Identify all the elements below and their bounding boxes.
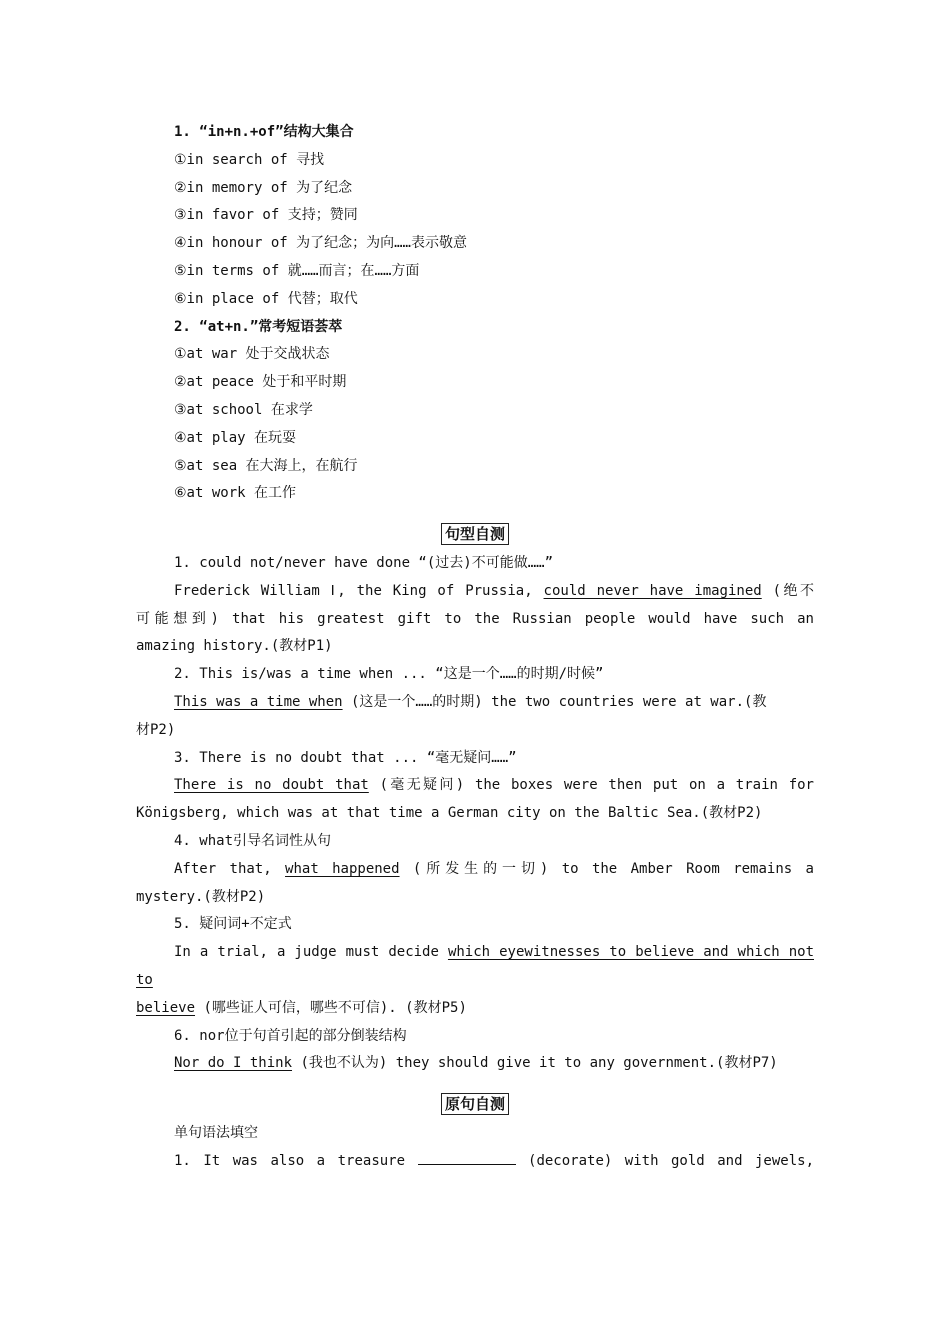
phrase-item: ①at war 处于交战状态 — [174, 346, 330, 363]
example-sentence-cont: 材P2) — [136, 721, 176, 738]
underlined-answer: what happened — [285, 860, 400, 877]
example-sentence — [136, 689, 814, 717]
example-sentence-cont: Königsberg, which was at that time a German city on the Baltic Sea.(教材P2) — [136, 805, 763, 822]
sentence-text: (我也不认为) they should give it to any government.(教材P7) — [292, 1055, 778, 1072]
pattern-title: 2. This is/was a time when ... “这是一个……的时期/时候” — [174, 666, 604, 683]
sentence-text: (这是一个……的时期) the two countries were at war.(教 — [342, 693, 767, 710]
document-page — [136, 119, 814, 1175]
sentence-text: In a trial, a judge must decide — [174, 944, 448, 961]
underlined-answer: Nor do I think — [174, 1055, 293, 1072]
example-sentence-cont — [136, 967, 814, 995]
sentence-text: Frederick William Ⅰ, the King of Prussia, — [174, 582, 544, 599]
phrase-item: ④at play 在玩耍 — [174, 429, 296, 446]
example-sentence — [136, 772, 814, 800]
underlined-answer: There is no doubt that — [174, 777, 369, 794]
pattern-title: 6. nor位于句首引起的部分倒装结构 — [174, 1027, 407, 1044]
phrase-item: ⑥in place of 代替；取代 — [174, 290, 358, 307]
phrase-item: ⑤in terms of 就……而言；在……方面 — [174, 262, 420, 279]
section-title-at-n: 2. “at+n.”常考短语荟萃 — [174, 318, 343, 335]
sentence-text: After that, — [174, 860, 286, 877]
example-sentence-cont: mystery.(教材P2) — [136, 888, 266, 905]
example-sentence-cont: amazing history.(教材P1) — [136, 638, 333, 655]
phrase-item: ①in search of 寻找 — [174, 151, 325, 168]
phrase-item: ③in favor of 支持；赞同 — [174, 207, 358, 224]
pattern-title: 5. 疑问词+不定式 — [174, 916, 292, 933]
example-sentence — [136, 1050, 814, 1078]
section-title-in-n-of: 1. “in+n.+of”结构大集合 — [174, 124, 354, 140]
example-sentence — [136, 939, 814, 967]
exercise-question — [136, 1148, 814, 1176]
heading-box: 句型自测 — [441, 523, 509, 545]
question-text: 1. It was also a treasure — [174, 1152, 418, 1169]
phrase-item: ③at school 在求学 — [174, 401, 313, 418]
section-heading-original — [136, 1092, 814, 1120]
example-sentence — [136, 856, 814, 884]
underlined-answer: could never have imagined — [543, 582, 762, 599]
sentence-text: (绝不 — [761, 582, 814, 599]
phrase-item: ⑥at work 在工作 — [174, 485, 296, 502]
pattern-title: 4. what引导名词性从句 — [174, 832, 332, 849]
section-heading-patterns — [136, 522, 814, 550]
sentence-text: (哪些证人可信，哪些不可信). (教材P5) — [195, 999, 467, 1016]
phrase-item: ⑤at sea 在大海上，在航行 — [174, 457, 358, 474]
underlined-answer: believe — [136, 999, 196, 1016]
example-sentence-cont: 可能想到) that his greatest gift to the Russian people would have such an — [136, 610, 814, 627]
question-text: (decorate) with gold and jewels, — [515, 1152, 814, 1169]
underlined-answer: which eyewitnesses to believe and which not — [447, 944, 814, 961]
underlined-answer: to — [136, 971, 153, 988]
example-sentence — [136, 578, 814, 606]
answer-blank[interactable] — [418, 1150, 516, 1165]
sentence-text: (所发生的一切) to the Amber Room remains a — [399, 860, 814, 877]
pattern-title: 1. could not/never have done “(过去)不可能做……” — [174, 554, 554, 571]
phrase-item: ④in honour of 为了纪念；为向……表示敬意 — [174, 235, 467, 252]
heading-box: 原句自测 — [441, 1093, 509, 1115]
phrase-item: ②at peace 处于和平时期 — [174, 374, 347, 391]
exercise-subtitle: 单句语法填空 — [174, 1124, 258, 1141]
pattern-title: 3. There is no doubt that ... “毫无疑问……” — [174, 749, 517, 766]
example-sentence-cont — [136, 995, 814, 1023]
underlined-answer: This was a time when — [174, 693, 343, 710]
sentence-text: (毫无疑问) the boxes were then put on a train for — [368, 777, 814, 794]
phrase-item: ②in memory of 为了纪念 — [174, 179, 353, 196]
